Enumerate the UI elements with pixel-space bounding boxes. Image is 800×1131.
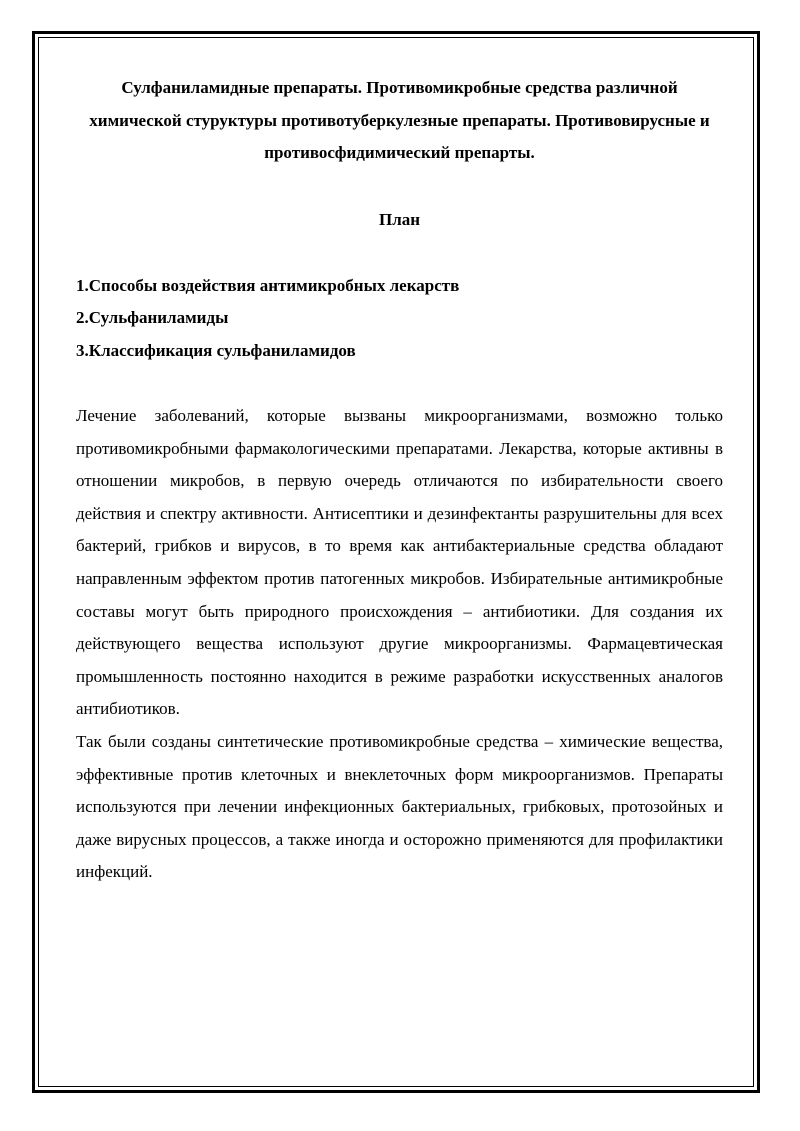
- plan-item: 3.Классификация сульфаниламидов: [76, 340, 356, 360]
- document-title: Сулфаниламидные препараты. Противомикробные средства различной химической стуруктуры противотуберкулезные препараты. Противовирусные и противосфидимический препарты.: [89, 78, 710, 162]
- plan-item: 2.Сульфаниламиды: [76, 308, 229, 327]
- body-paragraph: Так были созданы синтетические противомикробные средства – химические вещества, эффективные против клеточных и внеклеточных форм микроорганизмов. Препараты используются при лечении инфекционных бактериальных, грибковых, протозойных и даже вирусных процессов, а также иногда и осторожно применяются для профилактики инфекций.: [76, 731, 723, 882]
- plan-heading: План: [378, 209, 421, 229]
- document-body: [76, 72, 723, 889]
- body-paragraph: Лечение заболеваний, которые вызваны микроорганизмами, возможно только противомикробными фармакологическими препаратами. Лекарства, которые активны в отношении микробов, в первую очередь отличаются по избирательности своего действия и спектру активности. Антисептики и дезинфектанты разрушительны для всех бактерий, грибков и вирусов, в то время как антибактериальные средства обладают направленным эффектом против патогенных микробов. Избирательные антимикробные составы могут быть природного происхождения – антибиотики. Для создания их действующего вещества используют другие микроорганизмы. Фармацевтическая промышленность постоянно находится в режиме разработки искусственных аналогов антибиотиков.: [76, 406, 723, 719]
- plan-list: [76, 270, 723, 368]
- plan-item: 1.Способы воздействия антимикробных лекарств: [76, 275, 460, 295]
